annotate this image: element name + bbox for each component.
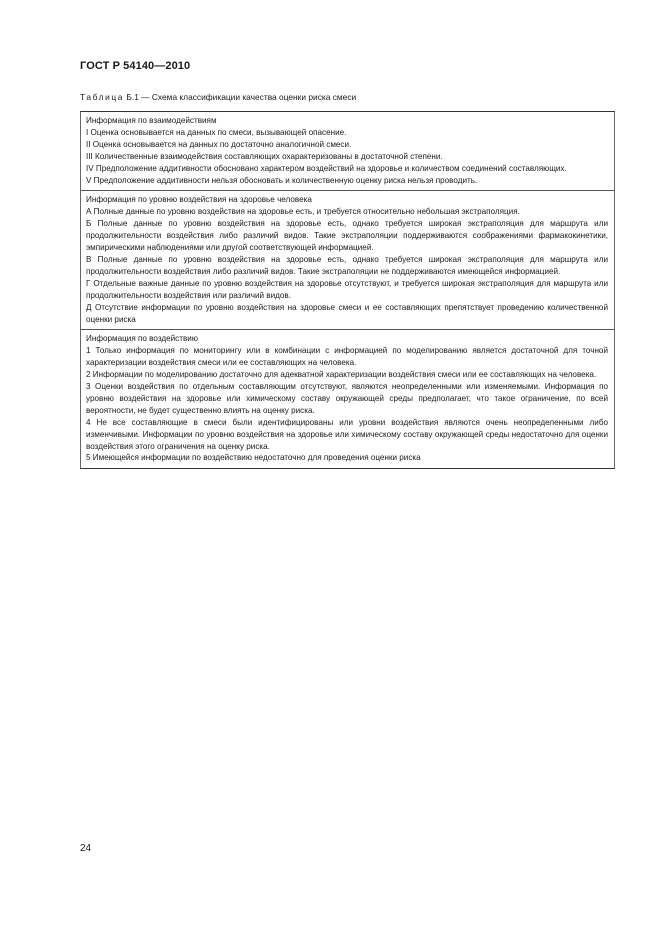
section-heading: Информация по уровню воздействия на здоровье человека	[86, 195, 312, 205]
table-row: I Оценка основывается на данных по смеси, вызывающей опасение.	[86, 127, 347, 137]
page-number: 24	[80, 843, 92, 854]
table-section-exposure	[81, 329, 614, 468]
table-row: IV Предположение аддитивности обосновано характером воздействий на здоровье и количеством соединений составляющих.	[86, 163, 567, 173]
table-row: V Предположение аддитивности нельзя обосновать и количественную оценку риска нельзя проводить.	[86, 175, 478, 185]
classification-table	[80, 111, 615, 469]
table-row: 1 Только информация по мониторингу или в комбинации с информацией по моделированию является достаточной для точной характеризации воздействия смеси или ее составляющих на человека.	[86, 346, 608, 368]
section-heading: Информация по взаимодействиям	[86, 116, 217, 125]
table-row: Б Полные данные по уровню воздействия на здоровье есть, однако требуется широкая экстраполяция для маршрута или продолжительности воздействия либо различий видов. Такие экстраполяции поддерживаются соображениями фармакокинетики, эмпирическими наблюдениями или другой соответствующей информацией.	[86, 219, 608, 253]
table-row: 3 Оценки воздействия по отдельным составляющим отсутствуют, являются неопределенными или изменяемыми. Информация по уровню воздействия на здоровье или химическому составу окружающей среды предполагает, что такое ограничение, по всей вероятности, не будет существенно влиять на оценку риска.	[86, 382, 608, 415]
table-caption	[80, 92, 356, 102]
table-caption-text: Б.1 — Схема классификации качества оценки риска смеси	[124, 92, 357, 102]
table-row: 5 Имеющейся информации по воздействию недостаточно для проведения оценки риска	[86, 453, 421, 463]
table-row: III Количественные взаимодействия составляющих охарактеризованы в достаточной степени.	[86, 151, 443, 161]
section-heading: Информация по воздействию	[86, 334, 198, 344]
table-section-health-exposure-level	[81, 190, 614, 329]
table-row: II Оценка основывается на данных по достаточно аналогичной смеси.	[86, 139, 352, 149]
table-section-interactions	[81, 112, 614, 190]
table-row: Г Отдельные важные данные по уровню воздействия на здоровье отсутствуют, и требуется широкая экстраполяция для маршрута или продолжительности воздействия или различий видов.	[86, 278, 608, 300]
table-row: В Полные данные по уровню воздействия на здоровье есть, однако требуется широкая экстраполяция для маршрута или продолжительности воздействия либо различий видов. Такие экстраполяции не поддерживаются имеющейся информацией.	[86, 254, 608, 276]
table-row: 4 Не все составляющие в смеси были идентифицированы или уровни воздействия являются очень неопределенными либо изменчивыми. Информации по уровню воздействия на здоровье или химическому составу окружающей среды недостаточно для оценки воздействия этого ограничения на оценку риска.	[86, 417, 608, 451]
table-row: 2 Информации по моделированию достаточно для адекватной характеризации воздействия смеси или ее составляющих на человека.	[86, 370, 597, 380]
table-row: А Полные данные по уровню воздействия на здоровье есть, и требуется относительно небольшая экстраполяция.	[86, 207, 520, 217]
table-row: Д Отсутствие информации по уровню воздействия на здоровье смеси и ее составляющих препятствует проведению количественной оценки риска	[86, 302, 608, 324]
table-caption-label: Таблица	[80, 92, 125, 102]
document-header-title: ГОСТ Р 54140—2010	[80, 60, 191, 72]
